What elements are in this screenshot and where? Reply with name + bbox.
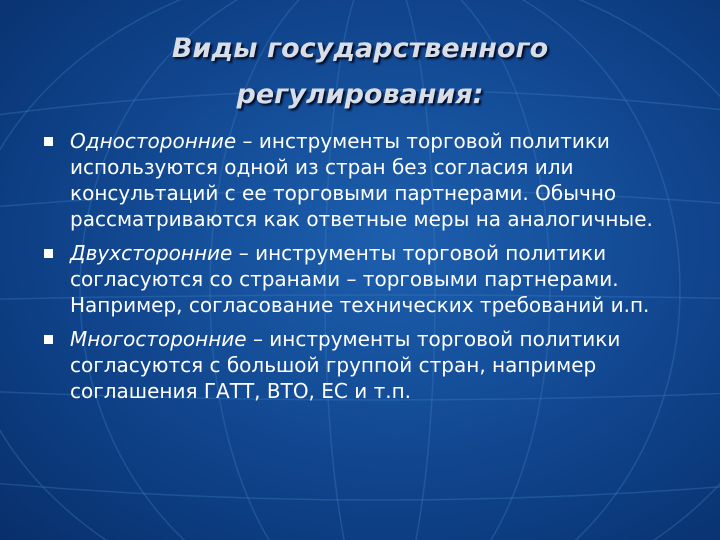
item-term: Многосторонние — [70, 327, 247, 351]
item-term: Односторонние — [70, 129, 237, 153]
list-item — [44, 240, 664, 318]
square-bullet-icon — [44, 335, 53, 344]
square-bullet-icon — [44, 137, 53, 146]
item-text: – инструменты торговой политики используются одной из стран без согласия или консультаций с ее торговыми партнерами. Обычно рассматриваются как ответные меры на аналогичные. — [70, 129, 653, 231]
bullet-list — [44, 128, 664, 412]
slide-title-line-1: Виды государственного — [171, 33, 549, 64]
slide-title-line-2: регулирования: — [236, 79, 484, 110]
list-item — [44, 326, 664, 404]
list-item — [44, 128, 664, 232]
item-text: – инструменты торговой политики согласуются с большой группой стран, например соглашения ГАТТ, ВТО, ЕС и т.п. — [70, 327, 621, 403]
item-term: Двухсторонние – — [70, 241, 249, 265]
square-bullet-icon — [44, 249, 53, 258]
slide-title — [60, 26, 660, 118]
item-text: инструменты торговой политики согласуются со странами – торговыми партнерами. Например, согласование технических требований и.п. — [70, 241, 650, 317]
